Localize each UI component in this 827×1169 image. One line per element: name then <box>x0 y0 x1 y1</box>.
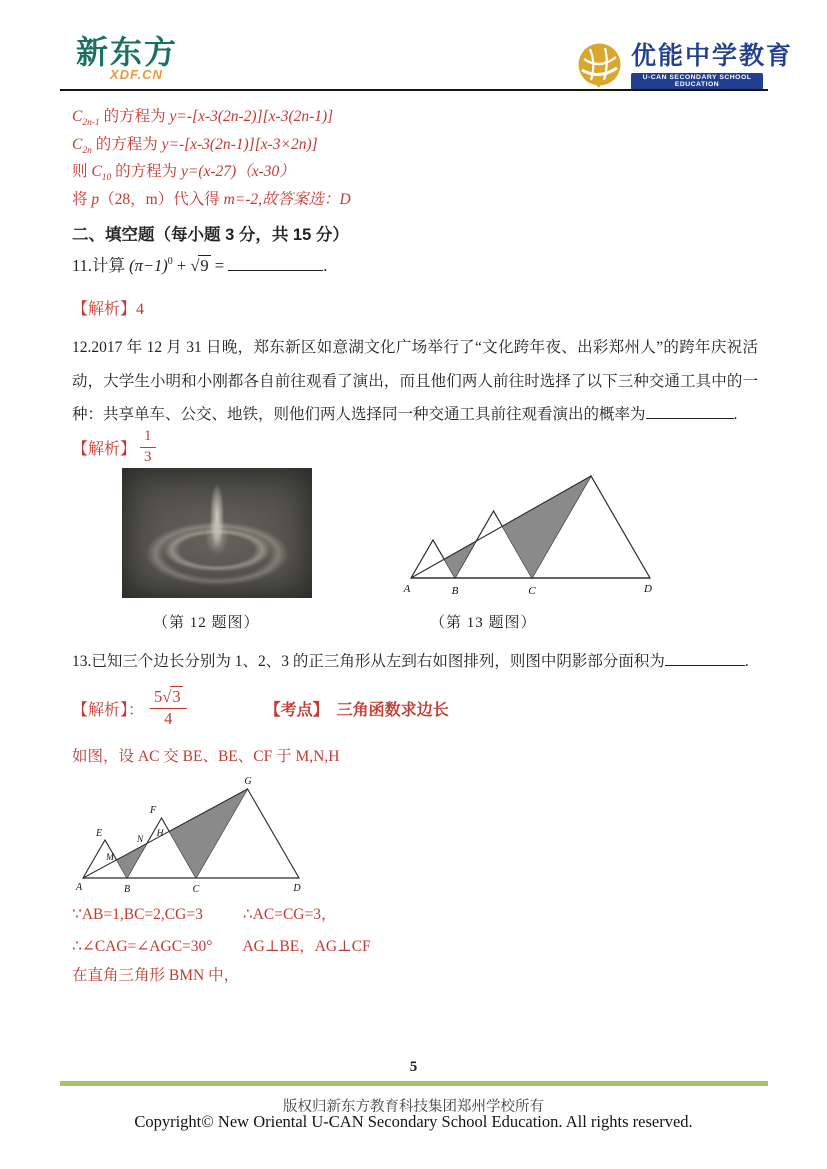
fraction-5sqrt3-over-4: $\frac{5√ 3}{4}$ <box>150 688 187 729</box>
sqrt-symbol: √ <box>162 686 171 706</box>
footer-copyright-en: Copyright© New Oriental U-CAN Secondary School Education. All rights reserved. <box>134 1112 693 1131</box>
analysis-tag: 【解析】 <box>72 301 137 318</box>
label-H: H <box>156 829 164 839</box>
sqrt-symbol: √ <box>190 256 199 275</box>
question-11-label: 11.计算 <box>72 256 126 275</box>
solution-10-line-2: $C_{2n}$ 的方程为 y=-[x-3(2n-1)][x-3×2n)] <box>72 136 318 156</box>
question-12: 12.2017 年 12 月 31 日晚，郑东新区如意湖文化广场举行了“文化跨年夜、出彩郑州人”的跨年庆祝活动，大学生小明和小刚都各自前往观看了演出，而且他们两人前往时选择了以下三种交通工具中的一种：共享单车、公交、地铁，则他们两人选择同一种交通工具前往观看演出的概率为 . <box>72 339 758 423</box>
xdf-logo-text: 新东方 <box>76 34 179 70</box>
xdf-logo-url: XDF.CN <box>110 66 163 82</box>
label-M: M <box>106 853 114 863</box>
label-A: A <box>75 882 83 893</box>
plaza-night-photo <box>122 468 312 598</box>
label-D: D <box>293 883 301 894</box>
analysis-tag: 【解析】 <box>72 440 137 458</box>
answer-blank-13 <box>665 663 745 666</box>
label-C: C <box>192 884 200 895</box>
photo-caption: （第 12 题图） <box>153 615 260 631</box>
fraction-one-third: $\frac{1}{3}$ <box>140 428 156 466</box>
question-13: 13.已知三个边长分别为 1、2、3 的正三角形从左到右如图排列，则图中阴影部分面积为 . <box>72 653 749 670</box>
triangles-diagram-solution <box>70 772 315 897</box>
label-N: N <box>136 835 144 845</box>
analysis-tag: 【解析】： <box>72 701 145 719</box>
label-E: E <box>95 828 103 839</box>
ucan-logo-text <box>631 42 793 90</box>
label-C: C <box>528 585 536 597</box>
label-A: A <box>403 583 411 595</box>
solution-10-line-1: $C_{2n-1}$ 的方程为 y=-[x-3(2n-2)][x-3(2n-1)] <box>72 108 334 128</box>
label-B: B <box>123 884 131 895</box>
proof-line-1: ∵AB=1,BC=2,CG=3 ∴AC=CG=3， <box>72 906 337 923</box>
ucan-title: 优能中学教育 <box>631 42 794 70</box>
question-11: 11.计算 $(\pi-1)^0$ + √ 9 = . <box>72 256 328 275</box>
section-heading: 二、填空题（每小题 3 分，共 15 分） <box>72 226 349 244</box>
label-F: F <box>149 805 157 816</box>
page-number: 5 <box>409 1059 418 1075</box>
proof-line-3: 在直角三角形 BMN 中， <box>72 967 240 984</box>
diagram-caption: （第 13 题图） <box>430 615 537 631</box>
label-B: B <box>451 585 459 597</box>
topic-tag: 【考点】 <box>264 701 329 719</box>
ucan-subtitle: U-CAN SECONDARY SCHOOL EDUCATION <box>631 73 763 90</box>
label-G: G <box>244 776 252 787</box>
header-divider <box>60 89 768 91</box>
ucan-logo <box>576 42 793 94</box>
answer-blank-11 <box>228 268 323 271</box>
proof-line-2: ∴∠CAG=∠AGC=30° AG⊥BE，AG⊥CF <box>72 938 371 955</box>
solution-10-line-3: 则 $C_{10}$ 的方程为 y=(x-27)（x-30） <box>72 163 295 183</box>
globe-icon <box>576 42 623 94</box>
footer-copyright-cn: 版权归新东方教育科技集团郑州学校所有 <box>283 1099 544 1115</box>
analysis-12 <box>72 425 156 469</box>
answer-blank-12 <box>646 416 734 419</box>
xdf-logo <box>76 36 178 82</box>
solution-10-line-4: 将 p（28，m）代入得 m=-2,故答案选：D <box>72 191 351 208</box>
triangles-diagram-q13 <box>385 465 660 600</box>
topic-text: 三角函数求边长 <box>336 701 449 719</box>
analysis-13 <box>72 683 449 733</box>
solution-note: 如图，设 AC 交 BE、BE、CF 于 M,N,H <box>72 748 340 765</box>
analysis-11: 【解析】4 <box>72 301 145 318</box>
footer-divider <box>60 1081 768 1086</box>
label-D: D <box>644 583 652 595</box>
